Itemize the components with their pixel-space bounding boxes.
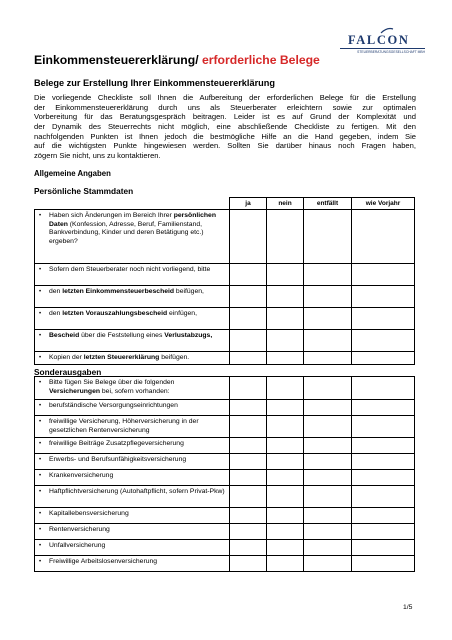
bullet-icon: • [39, 355, 42, 361]
checkbox-wie-vorjahr[interactable] [352, 308, 415, 330]
bullet-icon: • [39, 267, 42, 273]
checkbox-entfaellt[interactable] [304, 540, 352, 556]
bullet-icon: • [39, 380, 42, 386]
col-entfaellt: entfällt [304, 198, 352, 210]
checkbox-nein[interactable] [267, 264, 304, 286]
checkbox-entfaellt[interactable] [304, 524, 352, 540]
item-text: Krankenversicherung [49, 472, 114, 479]
checkbox-ja[interactable] [230, 330, 267, 352]
item-text: beifügen. [159, 354, 190, 361]
item-text: über die Feststellung eines [79, 332, 165, 339]
page-number: 1/5 [403, 604, 413, 611]
checkbox-ja[interactable] [230, 377, 267, 400]
bullet-icon: • [39, 489, 42, 495]
item-text: beifügen, [174, 288, 204, 295]
special-expenses-table [34, 376, 415, 572]
col-wie-vorjahr: wie Vorjahr [352, 198, 415, 210]
special-expenses-heading: Sonderausgaben [34, 367, 102, 377]
item-text: freiwillige Beiträge Zusatzpflegeversicherung [49, 440, 184, 447]
checklist-item [35, 286, 229, 298]
item-text: letzten Einkommensteuerbescheid [62, 288, 175, 295]
checkbox-nein[interactable] [267, 377, 304, 400]
checkbox-entfaellt[interactable] [304, 438, 352, 454]
checkbox-wie-vorjahr[interactable] [352, 416, 415, 438]
bullet-icon: • [39, 419, 42, 425]
checklist-item [35, 454, 229, 466]
checklist-item [35, 508, 229, 520]
checklist-row [35, 486, 415, 508]
intro-line: auf die wichtigsten Punkte hingewiesen werden. Sollten Sie darüber hinaus noch Fragen haben, [34, 141, 416, 151]
bullet-icon: • [39, 441, 42, 447]
checklist-item [35, 377, 229, 397]
checklist-item [35, 470, 229, 482]
checklist-row [35, 352, 415, 365]
checkbox-ja[interactable] [230, 508, 267, 524]
checklist-item [35, 438, 229, 450]
checkbox-nein[interactable] [267, 308, 304, 330]
special-items [35, 377, 415, 572]
item-text: freiwillige Versicherung, Höherversicherung in der gesetzlichen Rentenversicherung [49, 418, 199, 434]
checkbox-nein[interactable] [267, 210, 304, 264]
item-text: letzten Steuererklärung [83, 354, 160, 361]
checkbox-entfaellt[interactable] [304, 308, 352, 330]
checkbox-entfaellt[interactable] [304, 454, 352, 470]
bullet-icon: • [39, 511, 42, 517]
checklist-row [35, 438, 415, 454]
checklist-row [35, 416, 415, 438]
checklist-item [35, 330, 229, 342]
bullet-icon: • [39, 473, 42, 479]
checklist-row [35, 508, 415, 524]
bullet-icon: • [39, 457, 42, 463]
checkbox-ja[interactable] [230, 286, 267, 308]
checklist-row [35, 540, 415, 556]
checklist-item [35, 264, 229, 276]
checkbox-ja[interactable] [230, 400, 267, 416]
logo-tagline: STEUERBERATUNGSGESELLSCHAFT MBH [357, 50, 425, 54]
checklist-item [35, 540, 229, 552]
checklist-row [35, 556, 415, 572]
checkbox-ja[interactable] [230, 486, 267, 508]
checklist-item [35, 210, 229, 247]
intro-line: nachfolgenden Punkten ist Ihnen jedoch die bestmögliche Hilfe an die Hand gegeben, indem Sie [34, 131, 416, 141]
checkbox-entfaellt[interactable] [304, 400, 352, 416]
personal-data-table [34, 197, 415, 365]
checkbox-entfaellt[interactable] [304, 508, 352, 524]
checkbox-nein[interactable] [267, 556, 304, 572]
checklist-item [35, 416, 229, 436]
checkbox-ja[interactable] [230, 524, 267, 540]
checkbox-ja[interactable] [230, 264, 267, 286]
company-logo [340, 32, 425, 54]
item-text: Unfallversicherung [49, 542, 106, 549]
checklist-item [35, 308, 229, 320]
intro-paragraph [34, 93, 416, 161]
checkbox-ja[interactable] [230, 556, 267, 572]
checklist-item [35, 486, 229, 498]
checkbox-entfaellt[interactable] [304, 416, 352, 438]
checklist-item [35, 352, 229, 364]
bullet-icon: • [39, 333, 42, 339]
checkbox-wie-vorjahr[interactable] [352, 210, 415, 264]
item-text: den [49, 310, 63, 317]
checkbox-ja[interactable] [230, 210, 267, 264]
checkbox-entfaellt[interactable] [304, 556, 352, 572]
checkbox-wie-vorjahr[interactable] [352, 400, 415, 416]
intro-line: Vorbereitung für das Beratungsgespräch beitragen. Leider ist es auf Grund der Komplexität und [34, 112, 416, 122]
item-text: bei, sofern vorhanden: [100, 387, 170, 395]
checkbox-nein[interactable] [267, 400, 304, 416]
bullet-icon: • [39, 289, 42, 295]
bullet-icon: • [39, 527, 42, 533]
intro-line: zögern Sie nicht, uns zu kontaktieren. [34, 151, 161, 161]
checkbox-entfaellt[interactable] [304, 210, 352, 264]
checklist-row [35, 377, 415, 400]
checklist-row [35, 470, 415, 486]
checklist-row [35, 308, 415, 330]
checklist-item [35, 524, 229, 536]
checkbox-wie-vorjahr[interactable] [352, 454, 415, 470]
item-text: Freiwillige Arbeitslosenversicherung [49, 558, 158, 565]
checkbox-nein[interactable] [267, 286, 304, 308]
checkbox-nein[interactable] [267, 508, 304, 524]
checkbox-nein[interactable] [267, 330, 304, 352]
checkbox-wie-vorjahr[interactable] [352, 438, 415, 454]
item-text: den [49, 288, 63, 295]
checkbox-ja[interactable] [230, 438, 267, 454]
bullet-icon: • [39, 213, 42, 219]
section-heading: Belege zur Erstellung Ihrer Einkommensteuererklärung [34, 78, 275, 88]
checkbox-wie-vorjahr[interactable] [352, 352, 415, 365]
checkbox-nein[interactable] [267, 470, 304, 486]
checkbox-ja[interactable] [230, 540, 267, 556]
checkbox-wie-vorjahr[interactable] [352, 486, 415, 508]
item-text: Verlustabzugs, [164, 332, 213, 339]
checkbox-entfaellt[interactable] [304, 330, 352, 352]
bullet-icon: • [39, 543, 42, 549]
checkbox-ja[interactable] [230, 308, 267, 330]
intro-line: der Einkommensteuererklärung durch uns als Steuerberater erleichtern sowie zur optimalen [34, 102, 416, 112]
checkbox-nein[interactable] [267, 524, 304, 540]
item-text: Haben sich Änderungen im Bereich Ihrer [49, 212, 174, 219]
checkbox-entfaellt[interactable] [304, 264, 352, 286]
logo-name: FALCON [348, 33, 410, 47]
item-text: persönlichen Daten [49, 212, 216, 228]
checkbox-wie-vorjahr[interactable] [352, 286, 415, 308]
checkbox-wie-vorjahr[interactable] [352, 524, 415, 540]
checkbox-wie-vorjahr[interactable] [352, 540, 415, 556]
item-text: (Konfession, Adresse, Beruf, Familienstand, Bankverbindung, Kinder und deren Betätigung etc.) ergeben? [49, 220, 204, 245]
checklist-row [35, 524, 415, 540]
intro-line: der Dynamik des Steuerrechts nicht möglich, eine abschließende Checkliste zu fertigen. Mit den [34, 122, 416, 132]
title-main: Einkommensteuererklärung/ [34, 53, 199, 67]
item-text: Sofern dem Steuerberater noch nicht vorliegend, bitte [49, 266, 211, 273]
checklist-row [35, 210, 415, 264]
checkbox-nein[interactable] [267, 486, 304, 508]
checkbox-entfaellt[interactable] [304, 352, 352, 365]
checklist-item [35, 556, 229, 568]
checkbox-wie-vorjahr[interactable] [352, 470, 415, 486]
general-info-heading: Allgemeine Angaben [34, 169, 111, 178]
personal-items [35, 210, 415, 365]
item-text: Rentenversicherung [49, 526, 110, 533]
checkbox-entfaellt[interactable] [304, 286, 352, 308]
col-nein: nein [267, 198, 304, 210]
item-text: Versicherungen [49, 387, 100, 395]
table-header-row [35, 198, 415, 210]
checkbox-ja[interactable] [230, 352, 267, 365]
checkbox-nein[interactable] [267, 540, 304, 556]
checkbox-entfaellt[interactable] [304, 470, 352, 486]
checklist-row [35, 330, 415, 352]
col-ja: ja [230, 198, 267, 210]
item-text: Kapitallebensversicherung [49, 510, 129, 517]
checkbox-ja[interactable] [230, 470, 267, 486]
item-text: Kopien der [49, 354, 84, 361]
item-text: Haftpflichtversicherung (Autohaftpflicht, sofern Privat-Pkw) [49, 488, 225, 495]
intro-line: Die vorliegende Checkliste soll Ihnen die Aufbereitung der erforderlichen Belege für die Erstellung [34, 93, 416, 102]
item-text: letzten Vorauszahlungsbescheid [62, 310, 168, 317]
checkbox-nein[interactable] [267, 416, 304, 438]
page-title [34, 53, 320, 67]
checkbox-wie-vorjahr[interactable] [352, 330, 415, 352]
checkbox-wie-vorjahr[interactable] [352, 556, 415, 572]
checkbox-entfaellt[interactable] [304, 486, 352, 508]
checkbox-ja[interactable] [230, 416, 267, 438]
checkbox-entfaellt[interactable] [304, 377, 352, 400]
checkbox-wie-vorjahr[interactable] [352, 377, 415, 400]
checkbox-wie-vorjahr[interactable] [352, 508, 415, 524]
bullet-icon: • [39, 559, 42, 565]
bullet-icon: • [39, 311, 42, 317]
checklist-row [35, 400, 415, 416]
logo-rule [340, 48, 425, 49]
item-text: Bescheid [49, 332, 80, 339]
checkbox-nein[interactable] [267, 454, 304, 470]
title-highlight: erforderliche Belege [198, 53, 320, 67]
checklist-row [35, 286, 415, 308]
item-text: berufständische Versorgungseinrichtungen [49, 402, 178, 409]
checkbox-ja[interactable] [230, 454, 267, 470]
checklist-item [35, 400, 229, 412]
bullet-icon: • [39, 403, 42, 409]
item-text: Bitte fügen Sie Belege über die folgenden [49, 379, 175, 386]
checkbox-nein[interactable] [267, 438, 304, 454]
checklist-row [35, 454, 415, 470]
item-text: Erwerbs- und Berufsunfähigkeitsversicherung [49, 456, 187, 463]
personal-data-heading: Persönliche Stammdaten [34, 186, 134, 196]
checkbox-nein[interactable] [267, 352, 304, 365]
checklist-row [35, 264, 415, 286]
checkbox-wie-vorjahr[interactable] [352, 264, 415, 286]
item-text: einfügen, [167, 310, 197, 317]
